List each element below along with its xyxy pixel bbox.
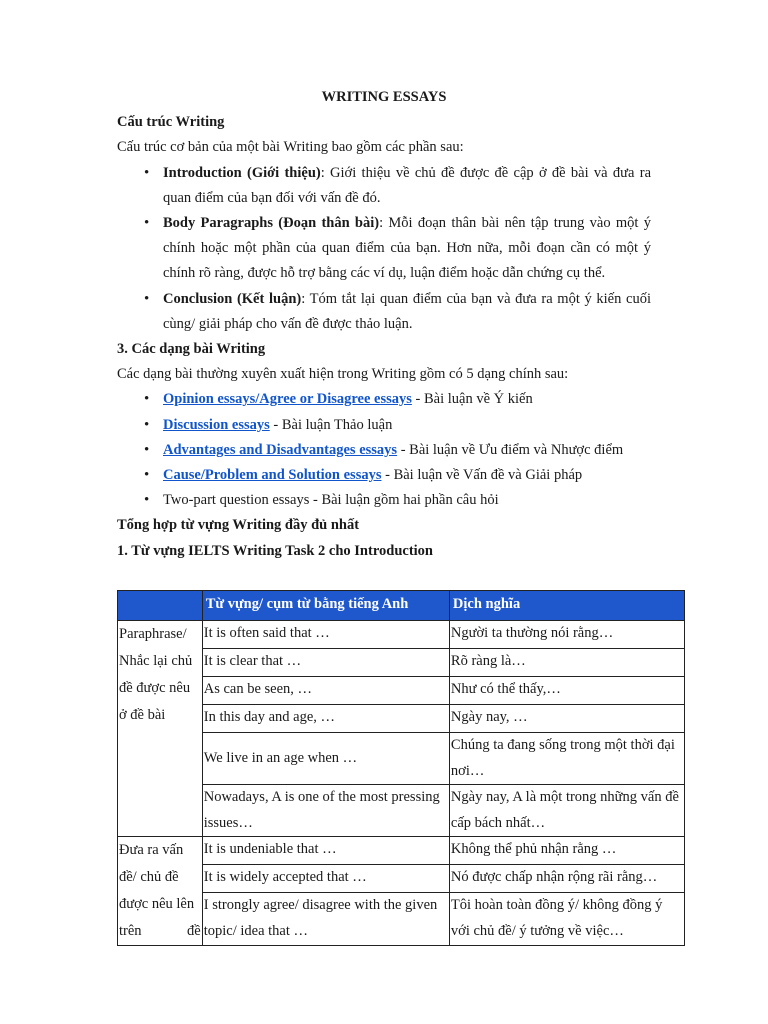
list-item <box>163 488 651 513</box>
list-item-text: - Bài luận về Vấn đề và Giải pháp <box>381 467 583 484</box>
list-item-text: : Mỗi đoạn thân bài nên tập trung vào một ý chính hoặc một phần của quan điểm của bạn. Hơn nữa, mỗi đoạn cần có một ý chính rõ ràng, được hỗ trợ bằng các ví dụ, luận điểm hoặc dẫn chứng cụ thể. <box>163 215 651 282</box>
document-title: WRITING ESSAYS <box>321 89 447 105</box>
list-item <box>163 161 651 211</box>
list-item <box>163 463 651 488</box>
cell-english: It is often said that … <box>202 621 449 649</box>
list-item-text: - Bài luận về Ý kiến <box>411 391 533 408</box>
structure-heading: Cấu trúc Writing <box>117 114 225 131</box>
link-cause-solution-essays[interactable]: Cause/Problem and Solution essays <box>163 467 382 484</box>
table-row <box>118 677 685 705</box>
cell-meaning: Ngày nay, A là một trong những vấn đề cấp bách nhất… <box>449 785 684 837</box>
cell-english: Nowadays, A is one of the most pressing issues… <box>202 785 449 837</box>
list-item <box>163 438 651 463</box>
cell-meaning: Nó được chấp nhận rộng rãi rằng… <box>449 865 684 893</box>
types-intro: Các dạng bài thường xuyên xuất hiện trong Writing gồm có 5 dạng chính sau: <box>117 366 569 383</box>
header-cell-meaning: Dịch nghĩa <box>449 591 684 621</box>
list-item <box>163 211 651 287</box>
cell-english: We live in an age when … <box>202 733 449 785</box>
list-item-text: : Tóm tắt lại quan điểm của bạn và đưa ra một ý kiến cuối cùng/ giải pháp cho vấn đề được thảo luận. <box>163 290 651 332</box>
cell-english: As can be seen, … <box>202 677 449 705</box>
table-row <box>118 865 685 893</box>
list-item-term: Introduction (Giới thiệu) <box>163 164 321 181</box>
header-cell-english: Từ vựng/ cụm từ bằng tiếng Anh <box>202 591 449 621</box>
cell-meaning: Không thể phủ nhận rằng … <box>449 837 684 865</box>
cell-english: It is clear that … <box>202 649 449 677</box>
table-row <box>118 785 685 837</box>
list-item-text: : Giới thiệu về chủ đề được đề cập ở đề bài và đưa ra quan điểm của bạn đối với vấn đề đó. <box>163 164 651 206</box>
cell-english: I strongly agree/ disagree with the given topic/ idea that … <box>202 893 449 946</box>
header-cell-group <box>118 591 203 621</box>
list-item-text: - Bài luận Thảo luận <box>269 416 393 433</box>
cell-english: It is widely accepted that … <box>202 865 449 893</box>
cell-meaning: Ngày nay, … <box>449 705 684 733</box>
list-item <box>163 413 651 438</box>
group-cell-paraphrase: Paraphrase/ Nhắc lại chủ đề được nêu ở đề bài <box>118 621 203 837</box>
cell-meaning: Người ta thường nói rằng… <box>449 621 684 649</box>
table-row <box>118 705 685 733</box>
table-header-row <box>118 591 685 621</box>
types-list <box>117 387 651 513</box>
table-row <box>118 893 685 946</box>
types-heading: 3. Các dạng bài Writing <box>117 341 266 358</box>
table-row <box>118 621 685 649</box>
structure-list <box>117 161 651 337</box>
link-discussion-essays[interactable]: Discussion essays <box>163 416 270 433</box>
list-item-text: - Bài luận về Ưu điểm và Nhược điểm <box>397 441 624 458</box>
list-item-term: Body Paragraphs (Đoạn thân bài) <box>163 215 380 232</box>
task2-heading: 1. Từ vựng IELTS Writing Task 2 cho Introduction <box>117 542 433 559</box>
vocab-heading: Tổng hợp từ vựng Writing đầy đủ nhất <box>117 517 360 534</box>
link-advantages-essays[interactable]: Advantages and Disadvantages essays <box>163 441 398 458</box>
cell-meaning: Như có thể thấy,… <box>449 677 684 705</box>
list-item-text: Two-part question essays - Bài luận gồm hai phần câu hỏi <box>163 492 499 509</box>
cell-meaning: Chúng ta đang sống trong một thời đại nơi… <box>449 733 684 785</box>
group-cell-introduce-topic: Đưa ra vấn đề/ chủ đề được nêu lên trên đề <box>118 837 203 946</box>
cell-meaning: Rõ ràng là… <box>449 649 684 677</box>
cell-meaning: Tôi hoàn toàn đồng ý/ không đồng ý với chủ đề/ ý tưởng về việc… <box>449 893 684 946</box>
table-row <box>118 649 685 677</box>
link-opinion-essays[interactable]: Opinion essays/Agree or Disagree essays <box>163 391 412 408</box>
list-item-term: Conclusion (Kết luận) <box>163 290 302 307</box>
list-item <box>163 287 651 337</box>
document-body <box>117 85 651 564</box>
list-item <box>163 387 651 412</box>
structure-intro: Cấu trúc cơ bản của một bài Writing bao gồm các phần sau: <box>117 139 464 156</box>
table-row <box>118 837 685 865</box>
cell-english: It is undeniable that … <box>202 837 449 865</box>
cell-english: In this day and age, … <box>202 705 449 733</box>
vocab-table <box>117 590 685 946</box>
table-row <box>118 733 685 785</box>
